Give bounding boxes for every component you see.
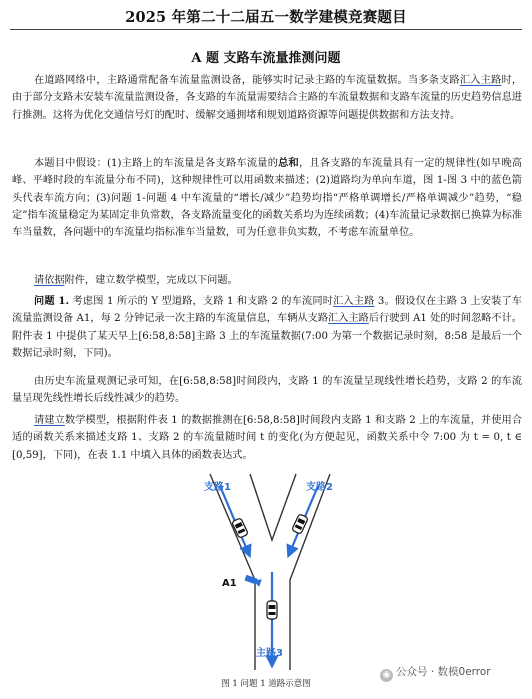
watermark-text: 公众号 · 数模0error bbox=[396, 666, 491, 678]
car-icon bbox=[292, 514, 309, 535]
text-run: 由历史车流量观测记录可知，在[6:58,8:58]时间段内，支路 1 的车流量呈现线性增长趋势，支路 2 的车流量呈现先线性增长后线性减少的趋势。 bbox=[12, 376, 522, 405]
figure-caption: 图 1 问题 1 道路示意图 bbox=[221, 679, 311, 689]
header-rule bbox=[10, 29, 522, 30]
underlined-term: 请依据 bbox=[34, 275, 65, 286]
underlined-term: 请建立 bbox=[34, 415, 65, 426]
text-run: 在道路网络中，主路通常配备车流量监测设备，能够实时记录主路的车流量数据。当多条支路 bbox=[34, 75, 460, 86]
branch2-label: 支路2 bbox=[306, 482, 333, 493]
text-run: 后行驶到 A1 处的时间忽略不计。附件表 1 中提供了某天早上[6:58,8:58]主路 3 上的车流量数据(7:00 为第一个数据记录时刻，8:58 是最后一个数据记录时刻，下同)。 bbox=[12, 313, 522, 359]
question-label: 问题 1. bbox=[34, 295, 70, 307]
underlined-term: 汇入主路 bbox=[328, 313, 369, 325]
main-road-label: 主路3 bbox=[256, 648, 283, 659]
road-left-outer-edge bbox=[210, 474, 255, 670]
car-icon bbox=[232, 518, 249, 539]
text-run: 附件，建立数学模型，完成以下问题。 bbox=[64, 275, 238, 286]
underlined-term: 汇入主路 bbox=[333, 296, 375, 307]
paragraph-task bbox=[12, 412, 522, 464]
paragraph-assumptions bbox=[12, 155, 522, 241]
paragraph-intro bbox=[12, 72, 522, 124]
underlined-term: 汇入主路 bbox=[459, 75, 502, 86]
branch1-flow-arrow bbox=[220, 486, 248, 552]
text-run: 3。假设仅在主路 3 上安装了车流量监测设备 A1，每 2 分钟记录一次主路的车流量信息，车辆从支路 bbox=[12, 296, 522, 325]
text-run: ，且各支路的车流量具有一定的规律性(如早晚高峰、平峰时段的车流量分布不同)，这种规律性可以用函数来描述；(2)道路均为单向车道，图 1-图 3 中的蓝色箭头代表车流方向；(3)问题 1-问题 4 中车流量的“增长/减少”趋势均指“严格单调增长/严格单调减少”趋势，“稳定”指车流量稳定为某固定非负常数，各支路流量变化的函数关系均为连续函数；(4)车流量记录数据已换算为标准车当量数，各问题中的车流量均指标准车当量数，可为任意非负实数，不考虑车流量单位。 bbox=[12, 158, 522, 239]
text-run: 时，由于部分支路未安装车流量监测设备，各支路的车流量需要结合主路的车流量数据和支路车流量的历史趋势信息进行推测。这将为优化交通信号灯的配时、缓解交通拥堵和规划道路资源等问题提供数据和方法支持。 bbox=[12, 75, 523, 121]
bold-term: 总和 bbox=[278, 157, 299, 169]
car-icon bbox=[267, 601, 277, 619]
road-inner-fork-edge bbox=[250, 474, 296, 540]
paragraph-question1 bbox=[12, 293, 522, 362]
page-title: 2025 年第二十二届五一数学建模竞赛题目 bbox=[125, 9, 407, 26]
paragraph-history bbox=[12, 373, 522, 408]
text-run: 本题目中假设：(1)主路上的车流量是各支路车流量的 bbox=[34, 158, 279, 169]
paragraph-instruction bbox=[12, 272, 522, 289]
wechat-icon: ◉ bbox=[380, 669, 393, 682]
sensor-label: A1 bbox=[222, 578, 237, 589]
problem-subtitle: A 题 支路车流量推测问题 bbox=[191, 51, 341, 66]
road-diagram bbox=[190, 472, 350, 672]
text-run: 数学模型，根据附件表 1 的数据推测在[6:58,8:58]时间段内支路 1 和支路 2 上的车流量，并使用合适的函数关系来描述支路 1、支路 2 的车流量随时间 t 的变化(为方便起见，函数关系中令 7:00 为 t = 0, t ∈ [0,59]，下同)，在表 1.1 中填入具体的函数表达式。 bbox=[12, 415, 523, 461]
branch1-label: 支路1 bbox=[204, 482, 231, 493]
text-run: 考虑图 1 所示的 Y 型道路，支路 1 和支路 2 的车流同时 bbox=[69, 296, 334, 307]
